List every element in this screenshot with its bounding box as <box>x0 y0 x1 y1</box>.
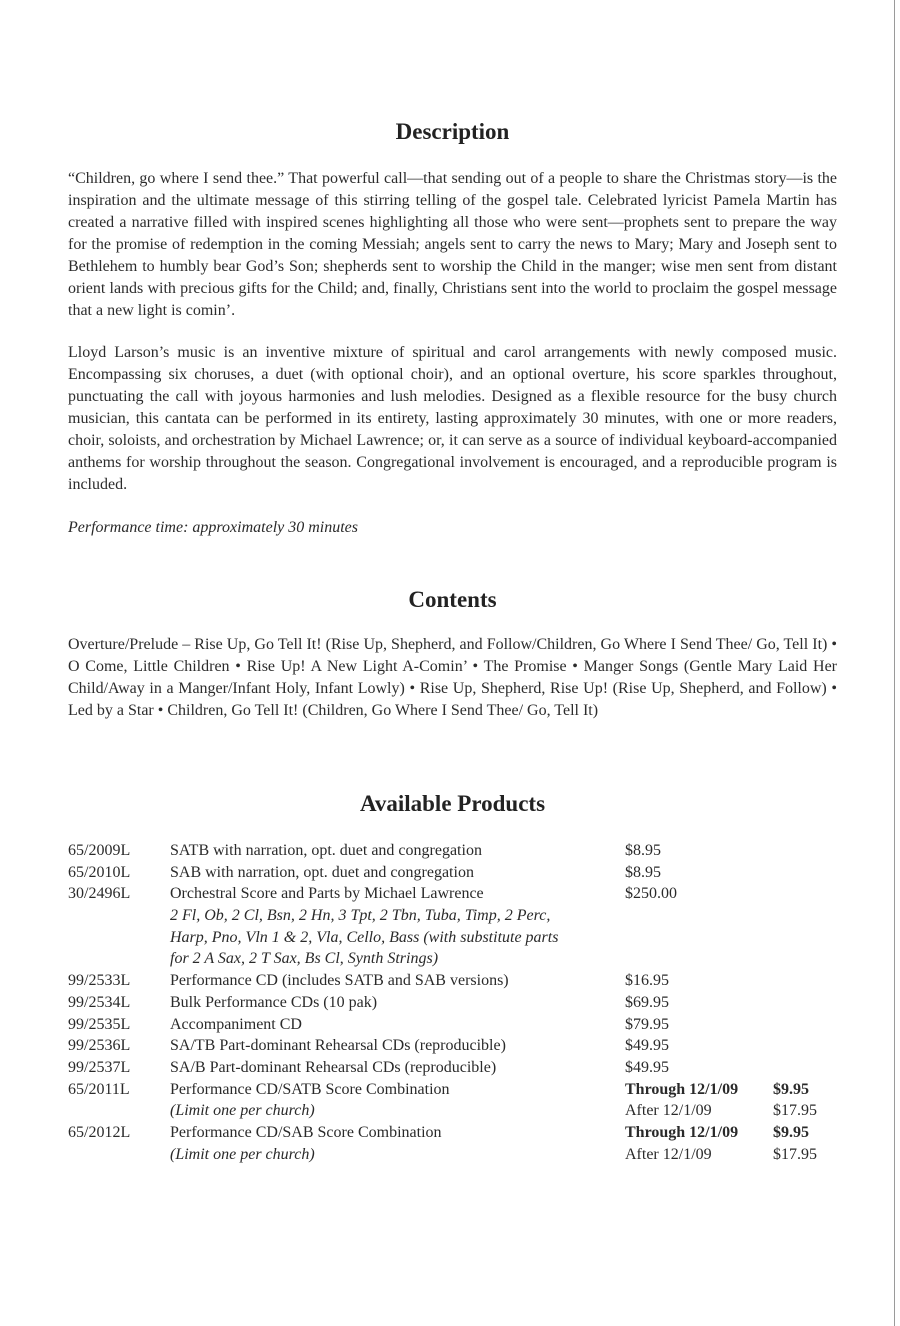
product-price: $16.95 <box>625 972 669 990</box>
product-description: Performance CD (includes SATB and SAB versions) <box>170 972 509 990</box>
products-heading: Available Products <box>359 791 546 816</box>
product-row <box>68 1079 837 1101</box>
product-row <box>68 1057 837 1079</box>
product-code: 99/2536L <box>68 1037 131 1055</box>
product-row <box>68 840 837 862</box>
limit-note: (Limit one per church) <box>170 1102 315 1120</box>
contents-heading: Contents <box>408 587 497 612</box>
after-date-label: After 12/1/09 <box>625 1145 712 1163</box>
product-note-row <box>68 1144 837 1166</box>
product-description: Performance CD/SATB Score Combination <box>170 1080 450 1098</box>
product-description: Bulk Performance CDs (10 pak) <box>170 993 378 1011</box>
product-row <box>68 992 837 1014</box>
instrumentation-note: 2 Fl, Ob, 2 Cl, Bsn, 2 Hn, 3 Tpt, 2 Tbn, Tuba, Timp, 2 Perc, <box>170 907 551 925</box>
contents-text: Overture/Prelude – Rise Up, Go Tell It! (Rise Up, Shepherd, and Follow/Children, Go Where I Send Thee/ Go, Tell It) • O Come, Little Children • Rise Up! A New Light A-Comin’ • The Promise • Manger Songs (Gentle Mary Laid Her Child/Away in a Manger/Infant Holy, Infant Lowly) • Rise Up, Shepherd, Rise Up! (Rise Up, Shepherd, and Follow) • Led by a Star • Children, Go Tell It! (Children, Go Where I Send Thee/ Go, Tell It) <box>68 636 837 719</box>
instrumentation-note: Harp, Pno, Vln 1 & 2, Vla, Cello, Bass (with substitute parts <box>170 928 559 946</box>
through-date-label: Through 12/1/09 <box>625 1123 739 1141</box>
through-date-price: $9.95 <box>773 1080 809 1098</box>
product-price: $79.95 <box>625 1015 669 1033</box>
after-date-price: $17.95 <box>773 1102 817 1120</box>
through-date-label: Through 12/1/09 <box>625 1080 739 1098</box>
product-description: Performance CD/SAB Score Combination <box>170 1123 442 1141</box>
products-table <box>68 840 837 1165</box>
product-code: 99/2533L <box>68 972 131 990</box>
product-description: SATB with narration, opt. duet and congregation <box>170 842 482 859</box>
performance-time: Performance time: approximately 30 minutes <box>68 519 359 536</box>
instrumentation-note: for 2 A Sax, 2 T Sax, Bs Cl, Synth Strings) <box>170 950 439 968</box>
product-row <box>68 970 837 992</box>
product-note-row <box>68 1100 837 1122</box>
product-price: $8.95 <box>625 842 661 859</box>
product-description: Orchestral Score and Parts by Michael Lawrence <box>170 885 484 903</box>
product-code: 30/2496L <box>68 885 131 903</box>
product-code: 65/2012L <box>68 1123 131 1141</box>
description-paragraph-1: “Children, go where I send thee.” That powerful call—that sending out of a people to share the Christmas story—is the inspiration and the ultimate message of this stirring telling of the gospel tale. Celebrated lyricist Pamela Martin has created a narrative filled with inspired scenes highlighting all those who were sent—prophets sent to prepare the way for the promise of redemption in the coming Messiah; angels sent to carry the news to Mary; Mary and Joseph sent to Bethlehem to humbly bear God’s Son; shepherds sent to worship the Child in the manger; wise men sent from distant orient lands with precious gifts for the Child; and, finally, Christians sent into the world to proclaim the gospel message that a new light is comin’. <box>68 170 837 319</box>
product-code: 65/2011L <box>68 1080 130 1098</box>
description-paragraph-2: Lloyd Larson’s music is an inventive mixture of spiritual and carol arrangements with newly composed music. Encompassing six choruses, a duet (with optional choir), and an optional overture, his score sparkles throughout, punctuating the call with joyous harmonies and lush melodies. Designed as a flexible resource for the busy church musician, this cantata can be performed in its entirety, lasting approximately 30 minutes, with one or more readers, choir, soloists, and orchestration by Michael Lawrence; or, it can serve as a source of individual keyboard-accompanied anthems for worship throughout the season. Congregational involvement is encouraged, and a reproducible program is included. <box>68 344 837 493</box>
product-row <box>68 1035 837 1057</box>
after-date-label: After 12/1/09 <box>625 1102 712 1120</box>
product-row <box>68 1122 837 1144</box>
description-heading: Description <box>395 119 510 144</box>
through-date-price: $9.95 <box>773 1123 809 1141</box>
product-price: $8.95 <box>625 863 661 881</box>
product-description: SA/B Part-dominant Rehearsal CDs (reproducible) <box>170 1058 497 1076</box>
product-row <box>68 883 837 905</box>
product-code: 65/2009L <box>68 842 131 859</box>
product-code: 99/2535L <box>68 1015 131 1033</box>
product-price: $49.95 <box>625 1037 669 1055</box>
product-description: SA/TB Part-dominant Rehearsal CDs (reproducible) <box>170 1037 506 1055</box>
product-code: 99/2534L <box>68 993 131 1011</box>
instrumentation-note-row <box>68 905 837 927</box>
limit-note: (Limit one per church) <box>170 1145 315 1163</box>
product-code: 65/2010L <box>68 863 131 881</box>
product-row <box>68 862 837 884</box>
product-code: 99/2537L <box>68 1058 131 1076</box>
product-price: $69.95 <box>625 993 669 1011</box>
product-description: Accompaniment CD <box>170 1015 302 1033</box>
product-description: SAB with narration, opt. duet and congregation <box>170 863 474 881</box>
instrumentation-note-row <box>68 927 837 949</box>
product-row <box>68 1014 837 1036</box>
product-price: $49.95 <box>625 1058 669 1076</box>
product-price: $250.00 <box>625 885 677 903</box>
after-date-price: $17.95 <box>773 1145 817 1163</box>
instrumentation-note-row <box>68 948 837 970</box>
